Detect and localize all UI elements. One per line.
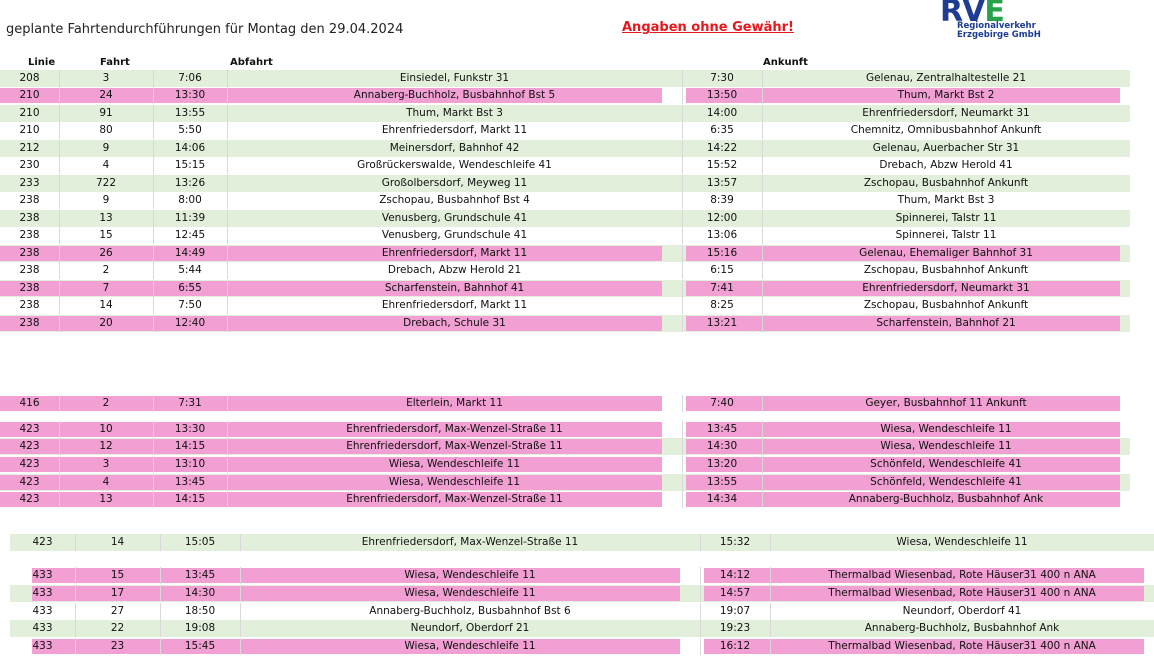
departure-stop-cell: Wiesa, Wendeschleife 11 bbox=[388, 458, 521, 470]
linie-cell: 433 bbox=[32, 605, 53, 617]
table-row bbox=[10, 620, 1154, 637]
arrival-stop-cell: Ehrenfriedersdorf, Neumarkt 31 bbox=[862, 282, 1030, 294]
arrival-stop-cell: Thermalbad Wiesenbad, Rote Häuser31 400 n ANA bbox=[828, 587, 1096, 599]
table-row bbox=[10, 638, 1154, 655]
departure-time-cell: 15:05 bbox=[184, 536, 216, 548]
page-title: geplante Fahrtendurchführungen für Montag den 29.04.2024 bbox=[6, 22, 404, 37]
header-fahrt: Fahrt bbox=[100, 57, 130, 68]
departure-stop-cell: Drebach, Abzw Herold 21 bbox=[387, 264, 522, 276]
fahrt-cell: 15 bbox=[110, 569, 125, 581]
arrival-stop-cell: Thum, Markt Bst 3 bbox=[897, 194, 995, 206]
arrival-stop-cell: Schönfeld, Wendeschleife 41 bbox=[870, 476, 1022, 488]
arrival-time-cell: 6:15 bbox=[710, 264, 734, 276]
fahrt-cell: 14 bbox=[99, 299, 113, 311]
departure-time-cell: 5:50 bbox=[178, 124, 202, 136]
linie-cell: 238 bbox=[19, 282, 40, 294]
arrival-stop-cell: Drebach, Abzw Herold 41 bbox=[879, 159, 1013, 171]
header-ankunft: Ankunft bbox=[763, 57, 808, 68]
departure-time-cell: 5:44 bbox=[178, 264, 202, 276]
logo-subtitle: Regionalverkehr Erzgebirge GmbH bbox=[957, 21, 1041, 40]
arrival-stop-cell: Wiesa, Wendeschleife 11 bbox=[896, 536, 1028, 548]
arrival-time-cell: 15:32 bbox=[719, 536, 751, 548]
arrival-time-cell: 6:35 bbox=[710, 124, 734, 136]
fahrt-cell: 23 bbox=[110, 640, 125, 652]
fahrt-cell: 9 bbox=[102, 142, 110, 154]
departure-time-cell: 13:55 bbox=[174, 107, 206, 119]
departure-time-cell: 13:45 bbox=[174, 476, 206, 488]
departure-stop-cell: Scharfenstein, Bahnhof 41 bbox=[384, 282, 525, 294]
departure-time-cell: 7:31 bbox=[178, 397, 202, 409]
table-row bbox=[0, 456, 1130, 473]
linie-cell: 238 bbox=[19, 247, 40, 259]
departure-time-cell: 7:50 bbox=[178, 299, 202, 311]
header-linie: Linie bbox=[28, 57, 56, 68]
arrival-time-cell: 19:23 bbox=[719, 622, 751, 634]
arrival-time-cell: 14:12 bbox=[719, 569, 751, 581]
arrival-time-cell: 12:00 bbox=[706, 212, 738, 224]
table-row bbox=[10, 534, 1154, 551]
departure-stop-cell: Großolbersdorf, Meyweg 11 bbox=[381, 177, 528, 189]
arrival-stop-cell: Thum, Markt Bst 2 bbox=[897, 89, 995, 101]
linie-cell: 423 bbox=[19, 493, 40, 505]
departure-time-cell: 13:26 bbox=[174, 177, 206, 189]
table-row bbox=[0, 105, 1130, 122]
arrival-stop-cell: Zschopau, Busbahnhof Ankunft bbox=[863, 177, 1029, 189]
departure-time-cell: 13:30 bbox=[174, 89, 206, 101]
departure-time-cell: 13:10 bbox=[174, 458, 206, 470]
departure-stop-cell: Ehrenfriedersdorf, Max-Wenzel-Straße 11 bbox=[346, 440, 563, 452]
arrival-time-cell: 13:55 bbox=[706, 476, 738, 488]
departure-stop-cell: Ehrenfriedersdorf, Max-Wenzel-Straße 11 bbox=[361, 536, 579, 548]
arrival-time-cell: 13:45 bbox=[706, 423, 738, 435]
arrival-stop-cell: Gelenau, Zentralhaltestelle 21 bbox=[865, 72, 1027, 84]
departure-stop-cell: Zschopau, Busbahnhof Bst 4 bbox=[379, 194, 530, 206]
arrival-stop-cell: Neundorf, Oberdorf 41 bbox=[902, 605, 1022, 617]
departure-stop-cell: Ehrenfriedersdorf, Markt 11 bbox=[381, 299, 528, 311]
departure-time-cell: 19:08 bbox=[184, 622, 216, 634]
arrival-time-cell: 15:52 bbox=[706, 159, 738, 171]
linie-cell: 238 bbox=[19, 212, 40, 224]
fahrt-cell: 2 bbox=[102, 397, 110, 409]
departure-time-cell: 12:40 bbox=[174, 317, 206, 329]
arrival-time-cell: 8:39 bbox=[710, 194, 734, 206]
table-row bbox=[0, 210, 1130, 227]
column-headers bbox=[0, 57, 1154, 69]
arrival-time-cell: 14:34 bbox=[706, 493, 738, 505]
linie-cell: 208 bbox=[19, 72, 40, 84]
arrival-time-cell: 13:20 bbox=[706, 458, 738, 470]
table-row bbox=[0, 122, 1130, 139]
arrival-time-cell: 13:21 bbox=[706, 317, 738, 329]
table-row bbox=[0, 421, 1130, 438]
arrival-stop-cell: Annaberg-Buchholz, Busbahnhof Ank bbox=[864, 622, 1060, 634]
linie-cell: 433 bbox=[32, 622, 53, 634]
departure-stop-cell: Annaberg-Buchholz, Busbahnhof Bst 6 bbox=[369, 605, 571, 617]
rve-logo bbox=[935, 0, 1045, 44]
logo-mark: RVE bbox=[940, 0, 1004, 29]
linie-cell: 230 bbox=[19, 159, 40, 171]
arrival-time-cell: 13:57 bbox=[706, 177, 738, 189]
table-row bbox=[10, 585, 1154, 602]
departure-time-cell: 12:45 bbox=[174, 229, 206, 241]
linie-cell: 210 bbox=[19, 107, 40, 119]
fahrt-cell: 722 bbox=[95, 177, 117, 189]
linie-cell: 423 bbox=[19, 440, 40, 452]
departure-time-cell: 15:15 bbox=[174, 159, 206, 171]
arrival-stop-cell: Scharfenstein, Bahnhof 21 bbox=[876, 317, 1016, 329]
table-row bbox=[0, 297, 1130, 314]
linie-cell: 238 bbox=[19, 299, 40, 311]
departure-time-cell: 13:30 bbox=[174, 423, 206, 435]
departure-stop-cell: Neundorf, Oberdorf 21 bbox=[410, 622, 530, 634]
departure-stop-cell: Venusberg, Grundschule 41 bbox=[381, 212, 528, 224]
linie-cell: 212 bbox=[19, 142, 40, 154]
departure-time-cell: 18:50 bbox=[184, 605, 216, 617]
linie-cell: 210 bbox=[19, 89, 40, 101]
departure-stop-cell: Thum, Markt Bst 3 bbox=[406, 107, 503, 119]
fahrt-cell: 14 bbox=[110, 536, 125, 548]
table-row bbox=[0, 280, 1130, 297]
table-row bbox=[10, 567, 1154, 584]
table-row bbox=[0, 192, 1130, 209]
departure-stop-cell: Ehrenfriedersdorf, Markt 11 bbox=[381, 247, 528, 259]
departure-time-cell: 14:15 bbox=[174, 440, 206, 452]
linie-cell: 423 bbox=[19, 476, 40, 488]
arrival-time-cell: 16:12 bbox=[719, 640, 751, 652]
departure-time-cell: 13:45 bbox=[184, 569, 216, 581]
arrival-time-cell: 15:16 bbox=[706, 247, 738, 259]
table-row bbox=[0, 395, 1130, 412]
fahrt-cell: 80 bbox=[99, 124, 113, 136]
linie-cell: 238 bbox=[19, 194, 40, 206]
table-row bbox=[0, 315, 1130, 332]
linie-cell: 423 bbox=[19, 423, 40, 435]
arrival-time-cell: 7:40 bbox=[710, 397, 734, 409]
table-row bbox=[0, 175, 1130, 192]
linie-cell: 433 bbox=[32, 569, 53, 581]
linie-cell: 423 bbox=[19, 458, 40, 470]
table-row bbox=[0, 474, 1130, 491]
fahrt-cell: 26 bbox=[99, 247, 113, 259]
arrival-time-cell: 14:00 bbox=[706, 107, 738, 119]
linie-cell: 210 bbox=[19, 124, 40, 136]
arrival-stop-cell: Thermalbad Wiesenbad, Rote Häuser31 400 n ANA bbox=[828, 640, 1096, 652]
linie-cell: 238 bbox=[19, 264, 40, 276]
table-row bbox=[0, 438, 1130, 455]
arrival-time-cell: 8:25 bbox=[710, 299, 734, 311]
fahrt-cell: 27 bbox=[110, 605, 125, 617]
arrival-stop-cell: Schönfeld, Wendeschleife 41 bbox=[870, 458, 1022, 470]
departure-stop-cell: Venusberg, Grundschule 41 bbox=[381, 229, 528, 241]
linie-cell: 233 bbox=[19, 177, 40, 189]
departure-time-cell: 6:55 bbox=[178, 282, 202, 294]
departure-stop-cell: Drebach, Schule 31 bbox=[403, 317, 506, 329]
fahrt-cell: 13 bbox=[99, 493, 113, 505]
arrival-stop-cell: Wiesa, Wendeschleife 11 bbox=[880, 440, 1012, 452]
table-row bbox=[0, 245, 1130, 262]
arrival-time-cell: 19:07 bbox=[719, 605, 751, 617]
departure-stop-cell: Wiesa, Wendeschleife 11 bbox=[388, 476, 521, 488]
fahrt-cell: 10 bbox=[99, 423, 113, 435]
departure-stop-cell: Ehrenfriedersdorf, Max-Wenzel-Straße 11 bbox=[346, 423, 563, 435]
departure-stop-cell: Ehrenfriedersdorf, Markt 11 bbox=[381, 124, 528, 136]
fahrt-cell: 24 bbox=[99, 89, 113, 101]
departure-stop-cell: Großrückerswalde, Wendeschleife 41 bbox=[357, 159, 552, 171]
departure-stop-cell: Meinersdorf, Bahnhof 42 bbox=[389, 142, 520, 154]
departure-time-cell: 11:39 bbox=[174, 212, 206, 224]
arrival-stop-cell: Zschopau, Busbahnhof Ankunft bbox=[863, 299, 1029, 311]
linie-cell: 238 bbox=[19, 229, 40, 241]
fahrt-cell: 4 bbox=[102, 476, 110, 488]
departure-time-cell: 7:06 bbox=[178, 72, 202, 84]
table-row bbox=[10, 603, 1154, 620]
fahrt-cell: 4 bbox=[102, 159, 110, 171]
linie-cell: 433 bbox=[32, 640, 53, 652]
arrival-stop-cell: Annaberg-Buchholz, Busbahnhof Ank bbox=[848, 493, 1044, 505]
fahrt-cell: 13 bbox=[99, 212, 113, 224]
arrival-time-cell: 7:41 bbox=[710, 282, 734, 294]
departure-time-cell: 14:06 bbox=[174, 142, 206, 154]
table-row bbox=[0, 491, 1130, 508]
departure-time-cell: 8:00 bbox=[178, 194, 202, 206]
departure-stop-cell: Wiesa, Wendeschleife 11 bbox=[404, 587, 536, 599]
arrival-time-cell: 14:30 bbox=[706, 440, 738, 452]
table-row bbox=[0, 87, 1130, 104]
departure-stop-cell: Annaberg-Buchholz, Busbahnhof Bst 5 bbox=[353, 89, 556, 101]
fahrt-cell: 91 bbox=[99, 107, 113, 119]
departure-time-cell: 14:15 bbox=[174, 493, 206, 505]
arrival-stop-cell: Geyer, Busbahnhof 11 Ankunft bbox=[865, 397, 1027, 409]
linie-cell: 433 bbox=[32, 587, 53, 599]
arrival-stop-cell: Gelenau, Auerbacher Str 31 bbox=[872, 142, 1020, 154]
table-row bbox=[0, 140, 1130, 157]
departure-stop-cell: Einsiedel, Funkstr 31 bbox=[399, 72, 510, 84]
departure-stop-cell: Wiesa, Wendeschleife 11 bbox=[404, 569, 536, 581]
departure-time-cell: 15:45 bbox=[184, 640, 216, 652]
linie-cell: 416 bbox=[19, 397, 40, 409]
fahrt-cell: 9 bbox=[102, 194, 110, 206]
departure-stop-cell: Ehrenfriedersdorf, Max-Wenzel-Straße 11 bbox=[346, 493, 563, 505]
departure-stop-cell: Elterlein, Markt 11 bbox=[406, 397, 503, 409]
fahrt-cell: 7 bbox=[102, 282, 110, 294]
table-row bbox=[0, 227, 1130, 244]
arrival-time-cell: 13:06 bbox=[706, 229, 738, 241]
table-row bbox=[0, 70, 1130, 87]
fahrt-cell: 3 bbox=[102, 72, 110, 84]
table-row bbox=[0, 262, 1130, 279]
departure-stop-cell: Wiesa, Wendeschleife 11 bbox=[404, 640, 536, 652]
fahrt-cell: 12 bbox=[99, 440, 113, 452]
arrival-stop-cell: Spinnerei, Talstr 11 bbox=[895, 229, 997, 241]
fahrt-cell: 17 bbox=[110, 587, 125, 599]
arrival-stop-cell: Chemnitz, Omnibusbahnhof Ankunft bbox=[850, 124, 1042, 136]
fahrt-cell: 15 bbox=[99, 229, 113, 241]
fahrt-cell: 20 bbox=[99, 317, 113, 329]
fahrt-cell: 2 bbox=[102, 264, 110, 276]
fahrt-cell: 22 bbox=[110, 622, 125, 634]
departure-time-cell: 14:30 bbox=[184, 587, 216, 599]
arrival-stop-cell: Gelenau, Ehemaliger Bahnhof 31 bbox=[859, 247, 1033, 259]
departure-time-cell: 14:49 bbox=[174, 247, 206, 259]
arrival-stop-cell: Ehrenfriedersdorf, Neumarkt 31 bbox=[862, 107, 1030, 119]
linie-cell: 238 bbox=[19, 317, 40, 329]
arrival-stop-cell: Spinnerei, Talstr 11 bbox=[895, 212, 997, 224]
arrival-time-cell: 7:30 bbox=[710, 72, 734, 84]
arrival-time-cell: 14:57 bbox=[719, 587, 751, 599]
arrival-time-cell: 14:22 bbox=[706, 142, 738, 154]
header-abfahrt: Abfahrt bbox=[230, 57, 273, 68]
arrival-stop-cell: Wiesa, Wendeschleife 11 bbox=[880, 423, 1012, 435]
fahrt-cell: 3 bbox=[102, 458, 110, 470]
arrival-time-cell: 13:50 bbox=[706, 89, 738, 101]
arrival-stop-cell: Zschopau, Busbahnhof Ankunft bbox=[863, 264, 1029, 276]
arrival-stop-cell: Thermalbad Wiesenbad, Rote Häuser31 400 n ANA bbox=[828, 569, 1096, 581]
linie-cell: 423 bbox=[32, 536, 53, 548]
disclaimer-warning: Angaben ohne Gewähr! bbox=[622, 20, 794, 35]
table-row bbox=[0, 157, 1130, 174]
